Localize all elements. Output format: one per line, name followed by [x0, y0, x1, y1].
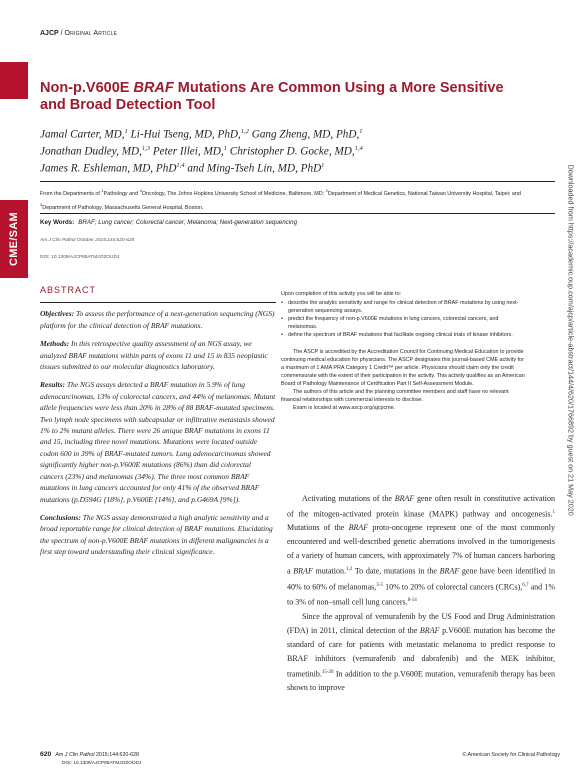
affil-text: Department of Medical Genetics, National Taiwan University Hospital, Taipei; and	[327, 190, 521, 197]
methods-label: Methods:	[40, 339, 70, 349]
title-gene: BRAF	[133, 80, 174, 96]
body-text	[287, 492, 555, 695]
author: Jonathan Dudley, MD,	[40, 145, 142, 158]
citation: Am J Clin Pathol October 2015;144:620-628	[40, 238, 135, 243]
article-section: Original Article	[64, 30, 118, 37]
body-paragraph: Activating mutations of the BRAF gene often result in constitutive activation of the mitogen-activated protein kinase (MAPK) pathway and oncogenesis.$^1$ Mutations of the BRAF proto-oncogene represent one of the most commonly encountered and well-described genetic aberrations involved in the tumorigenesis of a variety of human cancers, with approximately 7% of human cancers harboring a BRAF mutation.$^{1,2}$ To date, mutations in the BRAF gene have been identified in 40% to 60% of melanomas,$^{3-5}$ 10% to 20% of colorectal cancers (CRCs),$^{6,7}$ and 1% to 3% of non–small cell lung cancers.$^{8-14}$	[287, 494, 556, 607]
cme-objectives	[281, 299, 527, 339]
cme-disclosure: The authors of this article and the planning committee members and staff have no relevant financial relationships with commercial interests to disclose.	[281, 389, 509, 403]
author: Li-Hui Tseng, MD, PhD,	[130, 128, 241, 141]
keywords-label: Key Words:	[40, 219, 75, 226]
author: Gang Zheng, MD, PhD,	[251, 128, 360, 141]
affil-sup: 1	[101, 188, 104, 193]
affil-text: Oncology, The Johns Hopkins University School of Medicine, Baltimore, MD;	[141, 190, 326, 197]
affil-text: From the Departments of	[40, 190, 102, 197]
abstract-objectives	[40, 308, 276, 331]
abstract-heading: ABSTRACT	[40, 285, 97, 295]
footer-copyright: © American Society for Clinical Pathology	[462, 752, 560, 758]
title-part-1: Non-p.V600E	[40, 80, 134, 96]
cme-sam-tab	[0, 200, 28, 278]
author-affil-sup: 1	[124, 128, 128, 135]
title-part-2: Mutations Are Common Using a More Sensitive and Broad Detection Tool	[40, 80, 504, 113]
author-affil-sup: 1,4	[354, 145, 363, 153]
objectives-text: To assess the performance of a next-generation sequencing (NGS) platform for the clinical detection of BRAF mutations.	[40, 309, 275, 330]
affiliations	[40, 186, 550, 213]
cme-objective: • describe the analytic sensitivity and range for clinical detection of BRAF mutations by using next-generation sequencing assays.	[281, 299, 527, 315]
divider	[40, 181, 555, 182]
affil-text: Pathology and	[103, 190, 140, 197]
cme-info-box	[281, 290, 527, 412]
affil-sup: 3	[40, 201, 43, 207]
methods-text: In this retrospective quality assessment of an NGS assay, we analyzed BRAF mutations within parts of exons 11 and 15 in 835 neoplastic tissues submitted to our molecular diagnostics laboratory.	[40, 339, 268, 372]
objectives-label: Objectives:	[40, 309, 75, 319]
journal-name: AJCP	[40, 30, 59, 37]
cme-accreditation: The ASCP is accredited by the Accreditation Council for Continuing Medical Education to provide continuing medical education for physicians. The ASCP designates this journal-based CME activity for a maximum of 1 AMA PRA Category 1 Credit™ per article. Physicians should claim only the credit commensurate with the extent of their participation in the activity. This activity qualifies as an American Board of Pathology Maintenance of Certification Part II Self-Assessment Module.	[281, 349, 525, 387]
article-title	[40, 80, 520, 114]
footer-journal: Am J Clin Pathol	[55, 752, 95, 758]
keywords-values: BRAF; Lung cancer; Colorectal cancer; Melanoma; Next-generation sequencing	[78, 219, 298, 226]
download-watermark	[566, 165, 576, 725]
author: Jamal Carter, MD,	[40, 128, 125, 141]
side-accent-bar	[0, 62, 28, 99]
author-affil-sup: 1	[359, 128, 363, 135]
page-number: 620	[40, 751, 52, 758]
author-affil-sup: 1	[223, 145, 227, 153]
affil-text: Department of Pathology, Massachusetts General Hospital, Boston.	[42, 204, 204, 211]
body-paragraph: Since the approval of vemurafenib by the US Food and Drug Administration (FDA) in 2011, clinical detection of the BRAF p.V600E mutation has become the standard of care for patients with metastatic melanoma to predict response to BRAF inhibitors (vemurafenib and dabrafenib) and the MEK inhibitor, trametinib.$^{15-20}$ In addition to the p.V600E mutation, vemurafenib therapy has been shown to improve	[287, 611, 555, 693]
footer-doi: DOI: 10.1309/AJCP85ATMJOZOUDJ	[62, 761, 142, 766]
cme-objective: • define the spectrum of BRAF mutations that facilitate ongoing clinical trials of kinase inhibitors.	[281, 331, 527, 339]
author-list	[40, 125, 510, 177]
author-affil-sup: 1,2	[240, 128, 249, 135]
page-footer	[40, 751, 560, 766]
abstract-results	[40, 379, 276, 504]
abstract-methods	[40, 338, 276, 372]
running-header	[40, 30, 117, 37]
cme-objective: • predict the frequency of non-p.V600E mutations in lung cancers, colorectal cancers, and melanomas.	[281, 315, 527, 331]
author: James R. Eshleman, MD, PhD	[40, 163, 177, 176]
affil-sup: 2	[325, 188, 328, 193]
conclusions-label: Conclusions:	[40, 512, 81, 522]
author: Christopher D. Gocke, MD,	[229, 145, 355, 158]
author-affil-sup: 1,3	[141, 145, 151, 153]
results-text: The NGS assays detected a BRAF mutation in 5.9% of lung adenocarcinomas, 13% of colorectal cancers, and 44% of melanomas. Mutant allele frequencies were less than 20% in 28% of 88 BRAF-mutated specimens. Two lymph node specimens with subcapsular or infiltrative metastasis showed 1% to 2% mutant alleles. There were 26 unique BRAF mutations in exons 11 and 15, including three novel mutations. Mutations were located outside codon 600 in 39% of BRAF-mutated tumors. Lung adenocarcinomas showed significantly higher non-p.V600E mutations (86%) than did colorectal cancers (23%) and melanomas (34%). The three most common BRAF mutations in lung cancers accounted for only 41% of the observed BRAF mutations (p.D594G [18%], p.V600E [14%], and p.G469A [9%]).	[40, 380, 276, 504]
cme-sam-label: CME/SAM	[8, 211, 21, 267]
footer-issue: 2015;144:620-628	[94, 752, 139, 758]
abstract-divider	[40, 302, 276, 303]
abstract-conclusions	[40, 512, 276, 558]
doi: DOI: 10.1309/AJCP85ATMJOZOUDJ	[40, 255, 120, 260]
author: Peter Illei, MD,	[152, 145, 224, 158]
affil-sup: 4	[139, 188, 142, 193]
author: and Ming-Tseh Lin, MD, PhD	[187, 163, 322, 176]
author-affil-sup: 1,4	[176, 162, 185, 170]
abstract	[40, 285, 276, 565]
keywords	[40, 219, 550, 226]
conclusions-text: The NGS assay demonstrated a high analytic sensitivity and a broad reportable range for clinical detection of BRAF mutations. Elucidating the spectrum of non-p.V600E BRAF mutations in different malignancies is a first step toward understanding their clinical significance.	[40, 512, 273, 557]
results-label: Results:	[40, 380, 66, 390]
cme-intro: Upon completion of this activity you will be able to:	[281, 291, 402, 297]
download-note-text: Downloaded from https://academic.oup.com/ajcp/article-abstract/144/4/620/1766892 by guest on 21 May 2020	[566, 164, 576, 516]
header-separator: /	[58, 30, 65, 37]
cme-exam-link[interactable]: Exam is located at www.ascp.org/ajcpcme.	[293, 405, 396, 411]
divider	[40, 213, 555, 214]
author-affil-sup: 1	[321, 162, 325, 170]
